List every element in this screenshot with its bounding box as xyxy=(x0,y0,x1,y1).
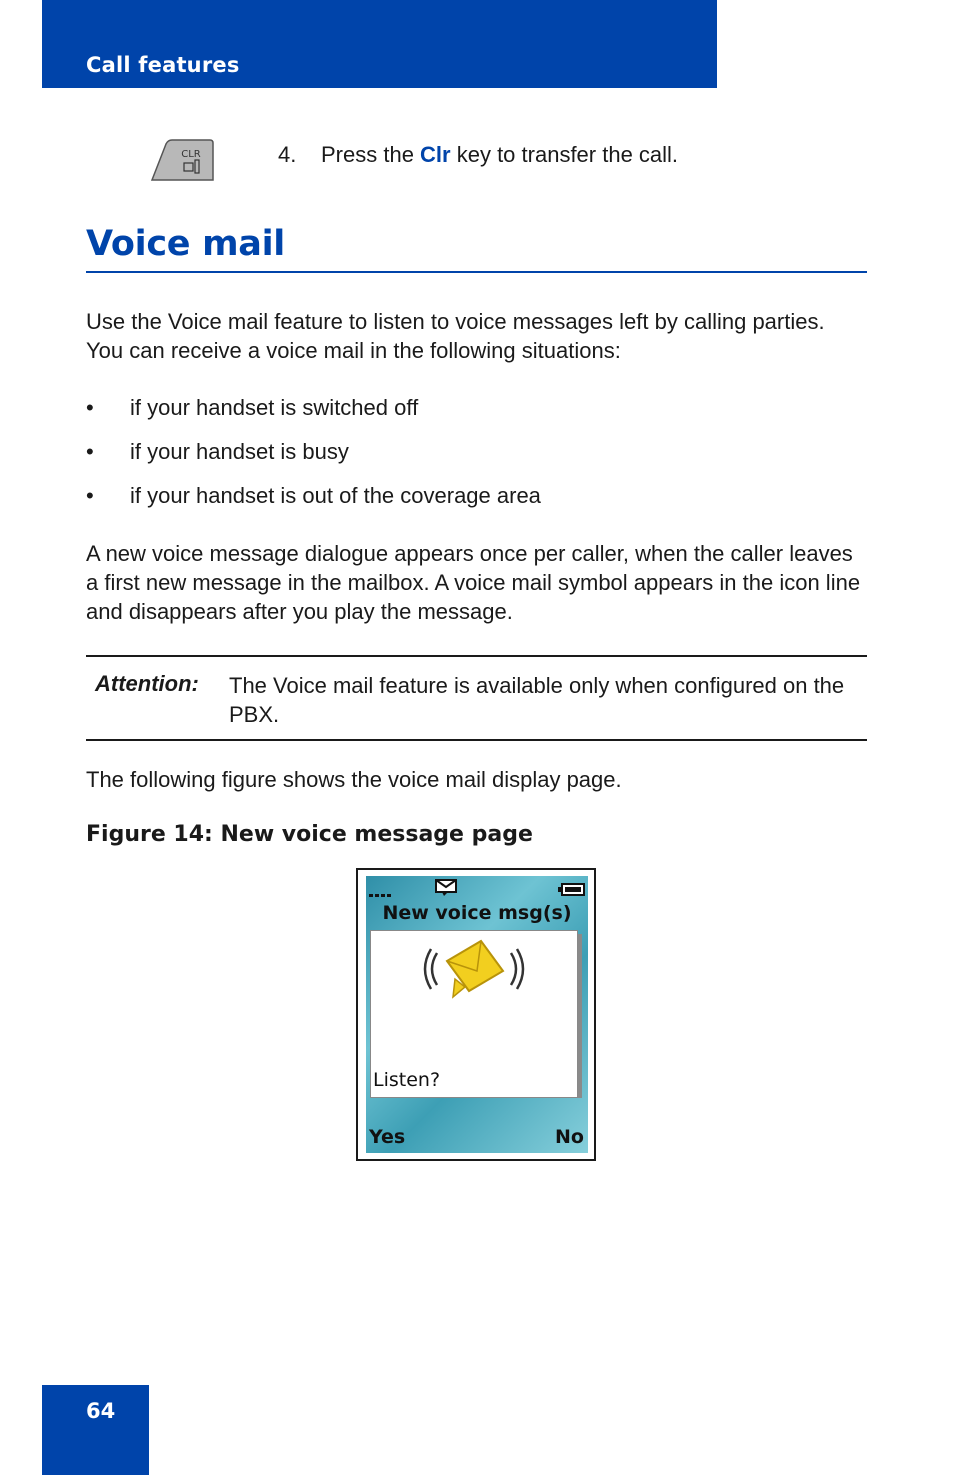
list-item-text: if your handset is out of the coverage area xyxy=(130,483,541,508)
envelope-icon xyxy=(419,935,529,1005)
situation-list xyxy=(86,393,541,525)
clr-key-icon xyxy=(150,138,214,182)
phone-screen xyxy=(366,876,588,1153)
attention-text: The Voice mail feature is available only when configured on the PBX. xyxy=(229,673,845,727)
bullet: • xyxy=(86,439,94,464)
list-item xyxy=(86,437,541,481)
section-title: Voice mail xyxy=(86,224,285,264)
list-item xyxy=(86,481,541,525)
page-number: 64 xyxy=(86,1399,116,1423)
signal-icon xyxy=(369,894,391,897)
clr-key-name: Clr xyxy=(420,142,451,167)
figure-intro-paragraph: The following figure shows the voice mail display page. xyxy=(86,767,622,792)
listen-prompt: Listen? xyxy=(373,1069,441,1091)
softkey-yes[interactable]: Yes xyxy=(369,1126,406,1148)
description-paragraph: A new voice message dialogue appears once per caller, when the caller leaves a first new message in the mailbox. A voice mail symbol appears in the icon line and disappears after you play the message. xyxy=(86,541,861,624)
bullet: • xyxy=(86,483,94,508)
header-title: Call features xyxy=(86,53,240,77)
step-4 xyxy=(278,142,678,168)
softkey-no[interactable]: No xyxy=(555,1126,584,1148)
phone-screenshot xyxy=(356,868,596,1161)
step-text-before: Press the xyxy=(321,142,421,167)
list-item-text: if your handset is switched off xyxy=(130,395,419,420)
battery-icon xyxy=(558,884,584,895)
step-number: 4. xyxy=(278,142,297,167)
figure-caption: Figure 14: New voice message page xyxy=(86,822,533,847)
bullet: • xyxy=(86,395,94,420)
step-text-after: key to transfer the call. xyxy=(450,142,679,167)
voicemail-icon xyxy=(436,880,456,896)
screen-title: New voice msg(s) xyxy=(382,902,572,924)
list-item-text: if your handset is busy xyxy=(130,439,349,464)
clr-key-label: CLR xyxy=(181,149,201,160)
intro-paragraph: Use the Voice mail feature to listen to voice messages left by calling parties. You can receive a voice mail in the following situations: xyxy=(86,309,825,363)
title-rule xyxy=(86,271,867,273)
message-box xyxy=(370,930,578,1098)
page-number-box xyxy=(42,1385,149,1475)
header-bar xyxy=(42,0,717,88)
attention-label: Attention: xyxy=(95,671,199,696)
list-item xyxy=(86,393,541,437)
attention-note xyxy=(86,655,867,741)
status-bar xyxy=(366,876,588,902)
